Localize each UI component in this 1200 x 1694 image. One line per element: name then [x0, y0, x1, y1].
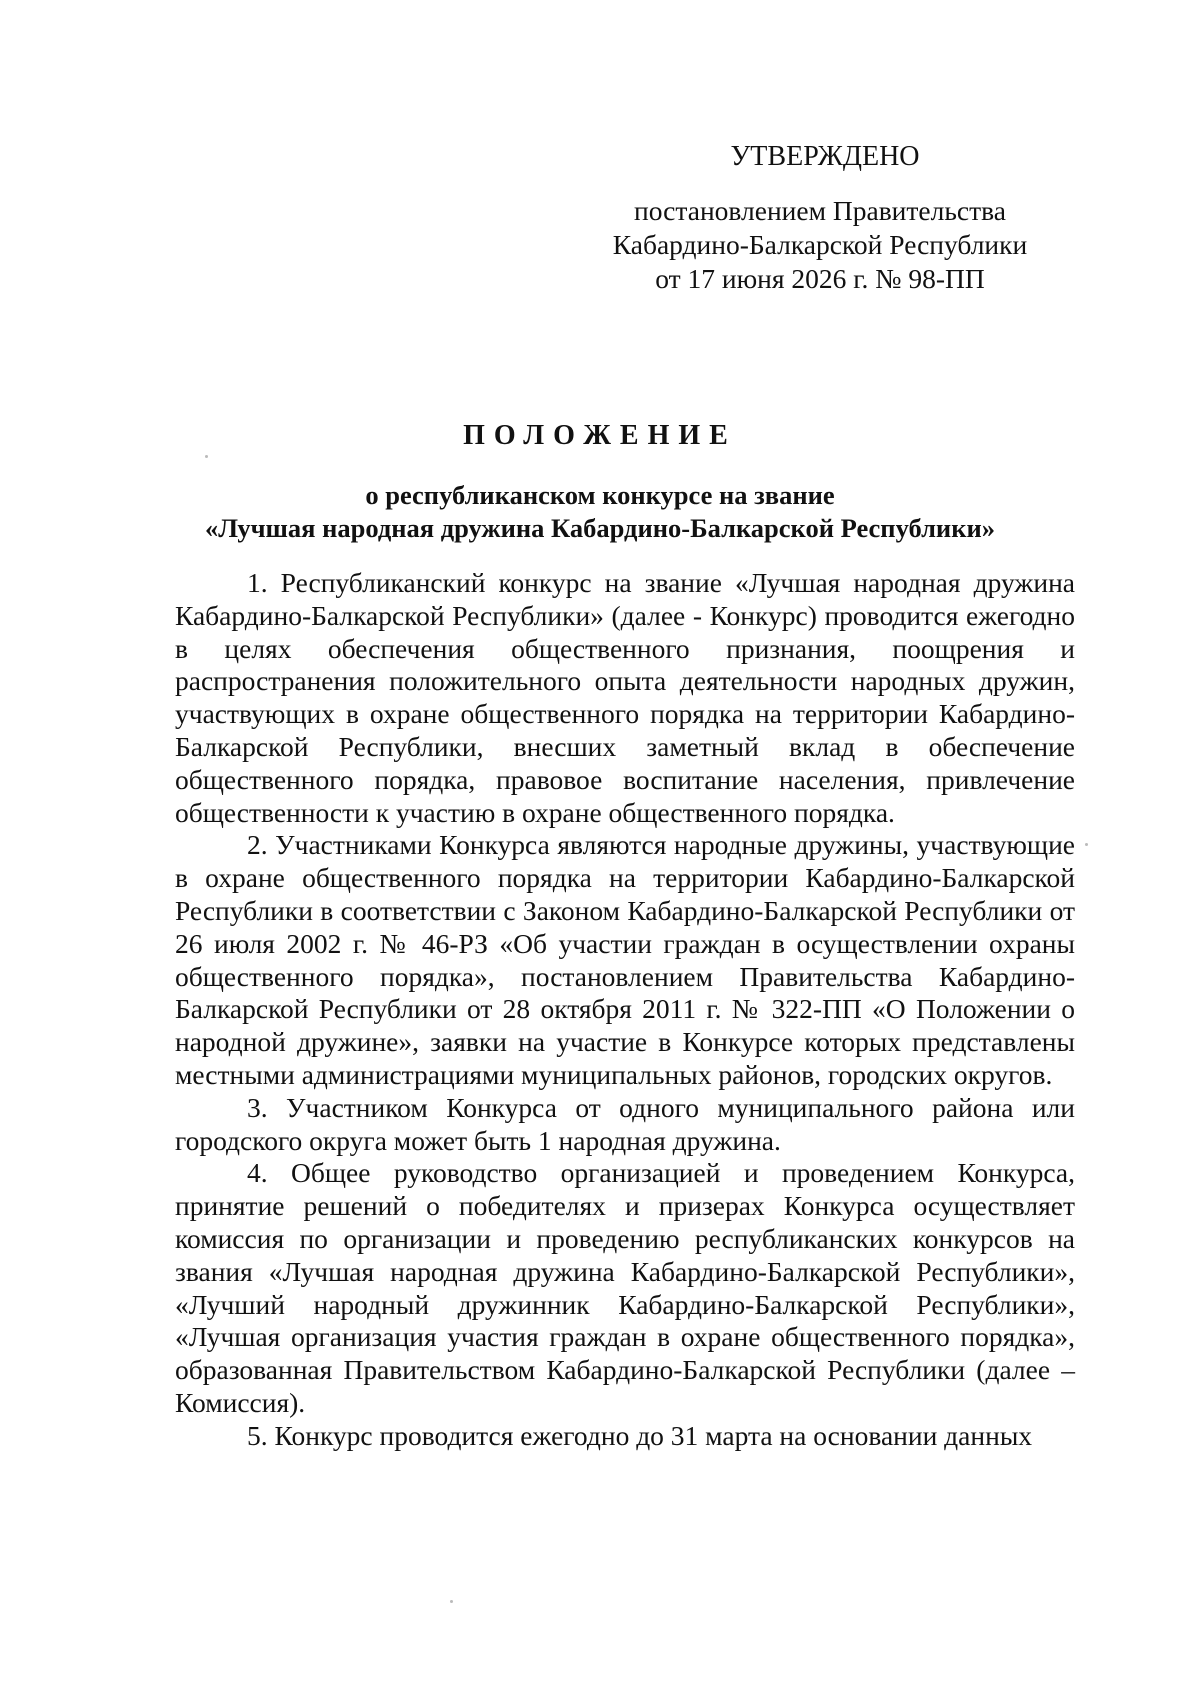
document-header	[120, 420, 1080, 545]
document-subtitle-line-1: о республиканском конкурсе на звание	[365, 480, 835, 510]
paragraph-2: 2. Участниками Конкурса являются народные дружины, участвующие в охране общественного порядка на территории Кабардино-Балкарской Республики в соответствии с Законом Кабардино-Балкарской Республики от 26 июля 2002 г. № 46-РЗ «Об участии граждан в осуществлении охраны общественного порядка», постановлением Правительства Кабардино-Балкарской Республики от 28 октября 2011 г. № 322-ПП «О Положении о народной дружине», заявки на участие в Конкурсе которых представлены местными администрациями муниципальных районов, городских округов.	[175, 829, 1075, 1090]
paragraph-3: 3. Участником Конкурса от одного муниципального района или городского округа может быть 1 народная дружина.	[175, 1091, 1075, 1156]
approval-block	[560, 140, 1080, 296]
paragraph-4: 4. Общее руководство организацией и проведением Конкурса, принятие решений о победителях и призерах Конкурса осуществляет комиссия по организации и проведению республиканских конкурсов на звания «Лучшая народная дружина Кабардино-Балкарской Республики», «Лучший народный дружинник Кабардино-Балкарской Республики», «Лучшая организация участия граждан в охране общественного порядка», образованная Правительством Кабардино-Балкарской Республики (далее – Комиссия).	[175, 1157, 1075, 1418]
scan-speck	[1085, 843, 1088, 846]
approval-stamp: УТВЕРЖДЕНО	[730, 141, 920, 172]
approval-line-2: Кабардино-Балкарской Республики	[612, 229, 1028, 260]
scan-speck	[450, 1600, 453, 1603]
approval-line-3: от 17 июня 2026 г. № 98-ПП	[655, 263, 985, 294]
document-body	[175, 567, 1075, 1453]
scan-speck	[205, 455, 208, 458]
paragraph-5: 5. Конкурс проводится ежегодно до 31 марта на основании данных	[247, 1419, 1033, 1451]
approval-line-1: постановлением Правительства	[634, 195, 1006, 226]
document-type-title: ПОЛОЖЕНИЕ	[463, 420, 737, 451]
paragraph-1: 1. Республиканский конкурс на звание «Лучшая народная дружина Кабардино-Балкарской Республики» (далее - Конкурс) проводится ежегодно в целях обеспечения общественного признания, поощрения и распространения положительного опыта деятельности народных дружин, участвующих в охране общественного порядка на территории Кабардино-Балкарской Республики, внесших заметный вклад в обеспечение общественного порядка, правовое воспитание населения, привлечение общественности к участию в охране общественного порядка.	[175, 567, 1075, 828]
document-subtitle-line-2: «Лучшая народная дружина Кабардино-Балкарской Республики»	[204, 513, 995, 543]
